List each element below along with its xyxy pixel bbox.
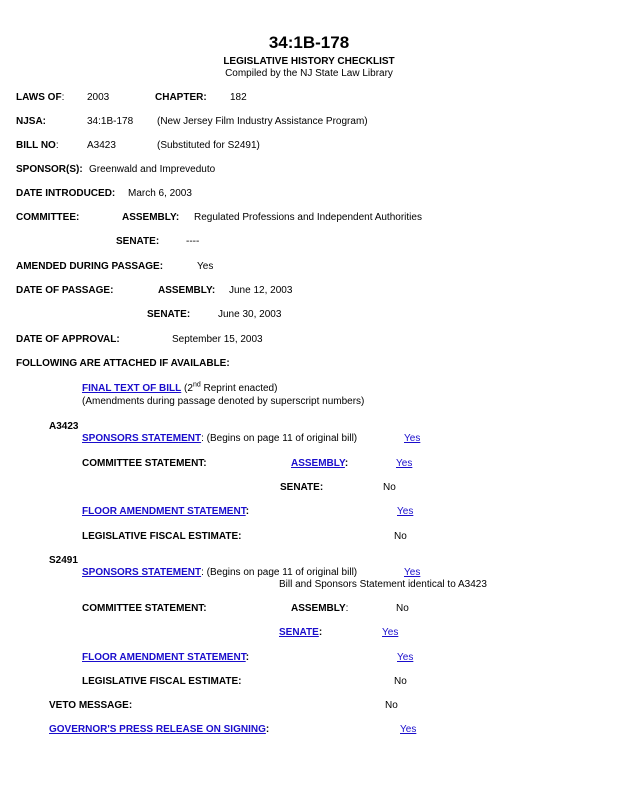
- committee-assembly-value: Regulated Professions and Independent Authorities: [194, 212, 422, 223]
- a3423-fiscal-label: LEGISLATIVE FISCAL ESTIMATE:: [82, 531, 242, 542]
- governor-row: [49, 724, 269, 736]
- laws-of-label: LAWS OF: [16, 92, 62, 103]
- governor-colon: :: [265, 724, 270, 735]
- bill-no-row: [16, 140, 59, 152]
- final-text-link[interactable]: FINAL TEXT OF BILL: [82, 383, 182, 394]
- final-text-row: [82, 383, 277, 395]
- a3423-assembly-row: [291, 458, 348, 470]
- s2491-senate-link[interactable]: SENATE: [279, 627, 319, 638]
- s2491-floor-colon: :: [245, 652, 250, 663]
- passage-assembly-label: ASSEMBLY:: [158, 285, 216, 296]
- s2491-committee-label: COMMITTEE STATEMENT:: [82, 603, 207, 614]
- sponsors-value: Greenwald and Impreveduto: [89, 164, 216, 175]
- a3423-committee-label: COMMITTEE STATEMENT:: [82, 458, 207, 469]
- committee-assembly-label: ASSEMBLY:: [122, 212, 180, 223]
- s2491-assembly-row: [291, 603, 348, 615]
- passage-senate-label: SENATE:: [147, 309, 191, 320]
- a3423-sponsors-yes-link[interactable]: Yes: [404, 433, 421, 444]
- a3423-bill-label: A3423: [49, 421, 79, 432]
- a3423-sponsors-note: : (Begins on page 11 of original bill): [201, 433, 358, 444]
- passage-senate-value: June 30, 2003: [218, 309, 282, 320]
- veto-value: No: [385, 700, 398, 711]
- governor-press-release-link[interactable]: GOVERNOR'S PRESS RELEASE ON SIGNING: [49, 724, 266, 735]
- checklist-subtitle: LEGISLATIVE HISTORY CHECKLIST: [223, 56, 395, 67]
- s2491-sponsors-row: [82, 567, 357, 579]
- bill-no-colon: :: [55, 140, 59, 151]
- s2491-sponsors-statement-link[interactable]: SPONSORS STATEMENT: [82, 567, 202, 578]
- s2491-senate-yes-link[interactable]: Yes: [382, 627, 399, 638]
- a3423-fiscal-value: No: [394, 531, 407, 542]
- amended-label: AMENDED DURING PASSAGE:: [16, 261, 164, 272]
- amended-value: Yes: [197, 261, 214, 272]
- governor-yes-link[interactable]: Yes: [400, 724, 417, 735]
- a3423-floor-yes-link[interactable]: Yes: [397, 506, 414, 517]
- approval-value: September 15, 2003: [172, 334, 263, 345]
- s2491-identical-note: Bill and Sponsors Statement identical to A3423: [279, 579, 487, 590]
- s2491-bill-label: S2491: [49, 555, 78, 566]
- a3423-floor-amendment-link[interactable]: FLOOR AMENDMENT STATEMENT: [82, 506, 246, 517]
- date-introduced-label: DATE INTRODUCED:: [16, 188, 116, 199]
- s2491-sponsors-yes-link[interactable]: Yes: [404, 567, 421, 578]
- s2491-floor-row: [82, 652, 249, 664]
- s2491-floor-amendment-link[interactable]: FLOOR AMENDMENT STATEMENT: [82, 652, 246, 663]
- njsa-description: (New Jersey Film Industry Assistance Program): [157, 116, 368, 127]
- a3423-assembly-colon: :: [344, 458, 349, 469]
- compiled-by: Compiled by the NJ State Law Library: [225, 68, 393, 79]
- s2491-assembly-label: ASSEMBLY: [291, 603, 346, 614]
- passage-assembly-value: June 12, 2003: [229, 285, 293, 296]
- a3423-sponsors-row: [82, 433, 357, 445]
- final-text-note: (Amendments during passage denoted by superscript numbers): [82, 396, 365, 407]
- a3423-assembly-yes-link[interactable]: Yes: [396, 458, 413, 469]
- njsa-value: 34:1B-178: [87, 116, 134, 127]
- committee-label: COMMITTEE:: [16, 212, 80, 223]
- chapter-label: CHAPTER:: [155, 92, 207, 103]
- a3423-floor-colon: :: [245, 506, 250, 517]
- veto-label: VETO MESSAGE:: [49, 700, 133, 711]
- s2491-floor-yes-link[interactable]: Yes: [397, 652, 414, 663]
- date-introduced-value: March 6, 2003: [128, 188, 192, 199]
- a3423-senate-value: No: [383, 482, 396, 493]
- attached-heading: FOLLOWING ARE ATTACHED IF AVAILABLE:: [16, 358, 230, 369]
- s2491-fiscal-label: LEGISLATIVE FISCAL ESTIMATE:: [82, 676, 242, 687]
- s2491-senate-colon: :: [318, 627, 323, 638]
- s2491-senate-row: [279, 627, 322, 639]
- final-text-pre: (2: [181, 383, 193, 394]
- a3423-sponsors-statement-link[interactable]: SPONSORS STATEMENT: [82, 433, 202, 444]
- s2491-assembly-value: No: [396, 603, 409, 614]
- passage-label: DATE OF PASSAGE:: [16, 285, 114, 296]
- njsa-label: NJSA:: [16, 116, 47, 127]
- laws-of-row: [16, 92, 64, 104]
- laws-of-value: 2003: [87, 92, 110, 103]
- s2491-assembly-colon: :: [345, 603, 349, 614]
- a3423-senate-label: SENATE:: [280, 482, 324, 493]
- bill-no-label: BILL NO: [16, 140, 56, 151]
- bill-no-description: (Substituted for S2491): [157, 140, 260, 151]
- bill-no-value: A3423: [87, 140, 116, 151]
- sponsors-label: SPONSOR(S):: [16, 164, 83, 175]
- s2491-sponsors-note: : (Begins on page 11 of original bill): [201, 567, 358, 578]
- chapter-value: 182: [230, 92, 247, 103]
- a3423-floor-row: [82, 506, 249, 518]
- approval-label: DATE OF APPROVAL:: [16, 334, 120, 345]
- committee-senate-value: ----: [186, 236, 200, 247]
- page-title: 34:1B-178: [268, 33, 350, 52]
- s2491-fiscal-value: No: [394, 676, 407, 687]
- laws-of-colon: :: [61, 92, 65, 103]
- a3423-assembly-link[interactable]: ASSEMBLY: [291, 458, 345, 469]
- final-text-post: Reprint enacted): [200, 383, 278, 394]
- committee-senate-label: SENATE:: [116, 236, 160, 247]
- final-text-sup: nd: [192, 381, 201, 389]
